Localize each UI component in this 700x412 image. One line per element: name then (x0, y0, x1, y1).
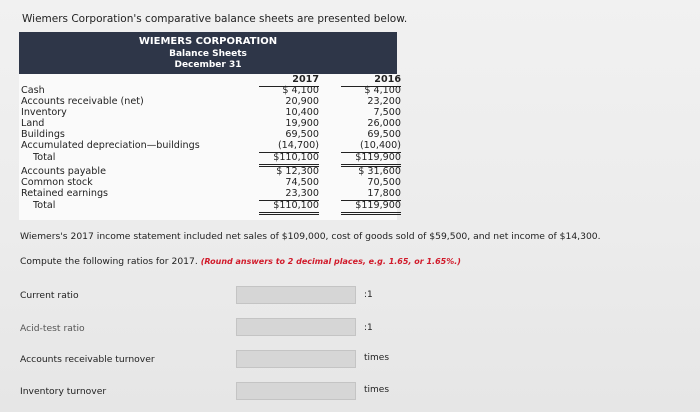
acid-test-ratio-input[interactable] (236, 318, 356, 336)
current-ratio-input[interactable] (236, 286, 356, 304)
value-2016: 70,500 (367, 177, 401, 188)
value-2017: 69,500 (285, 129, 319, 140)
rounding-note: (Round answers to 2 decimal places, e.g. 1.65, or 1.65%.) (200, 257, 461, 266)
acid-test-ratio-label: Acid-test ratio (20, 323, 85, 334)
row-label: Accumulated depreciation—buildings (21, 140, 200, 151)
row-label: Accounts receivable (net) (21, 96, 144, 107)
year-2016: 2016 (341, 74, 401, 87)
value-2016: 23,200 (367, 96, 401, 107)
balance-sheet-header (19, 32, 397, 74)
value-2017: $110,100 (259, 200, 319, 215)
inventory-turnover-input[interactable] (236, 382, 356, 400)
value-2016: $ 4,100 (364, 85, 401, 96)
row-label: Total (33, 200, 56, 211)
value-2017: 20,900 (285, 96, 319, 107)
row-label: Buildings (21, 129, 65, 140)
value-2017: $ 12,300 (276, 166, 319, 177)
intro-text: Wiemers Corporation's comparative balance sheets are presented below. (22, 13, 408, 25)
liabilities-total-row (19, 200, 401, 212)
row-label: Retained earnings (21, 188, 109, 199)
statement-title: Balance Sheets (169, 49, 247, 59)
table-row (19, 140, 401, 152)
row-label: Total (33, 152, 56, 163)
value-2016: (10,400) (341, 140, 401, 153)
statement-date: December 31 (174, 60, 242, 70)
ar-turnover-unit: times (364, 353, 390, 363)
row-label: Cash (21, 85, 45, 96)
row-label: Accounts payable (21, 166, 106, 177)
row-label: Land (21, 118, 45, 129)
ar-turnover-input[interactable] (236, 350, 356, 368)
value-2017: 23,300 (259, 188, 319, 201)
row-label: Common stock (21, 177, 93, 188)
value-2017: $ 4,100 (282, 85, 319, 96)
value-2016: $119,900 (341, 200, 401, 215)
inventory-turnover-unit: times (364, 385, 390, 395)
table-row (19, 188, 401, 200)
balance-sheet-table (19, 74, 401, 220)
inventory-turnover-label: Inventory turnover (20, 386, 107, 397)
current-ratio-unit: :1 (364, 290, 373, 300)
current-ratio-label: Current ratio (20, 290, 79, 301)
year-2017: 2017 (259, 74, 319, 87)
value-2017: $110,100 (259, 152, 319, 167)
value-2016: 17,800 (341, 188, 401, 201)
income-statement-text: Wiemers's 2017 income statement included net sales of $109,000, cost of goods sold of $59,500, and net income of $14,300. (20, 231, 601, 242)
company-name: WIEMERS CORPORATION (138, 36, 278, 47)
acid-test-ratio-unit: :1 (364, 323, 373, 333)
ar-turnover-label: Accounts receivable turnover (20, 354, 155, 365)
instruction-line (20, 256, 461, 267)
value-2016: 69,500 (367, 129, 401, 140)
value-2017: 19,900 (285, 118, 319, 129)
value-2017: 74,500 (285, 177, 319, 188)
value-2016: $119,900 (341, 152, 401, 167)
value-2016: 7,500 (373, 107, 401, 118)
value-2016: $ 31,600 (358, 166, 401, 177)
instruction-text: Compute the following ratios for 2017. (20, 256, 198, 267)
assets-total-row (19, 152, 401, 164)
value-2017: 10,400 (285, 107, 319, 118)
row-label: Inventory (21, 107, 67, 118)
value-2016: 26,000 (367, 118, 401, 129)
value-2017: (14,700) (259, 140, 319, 153)
